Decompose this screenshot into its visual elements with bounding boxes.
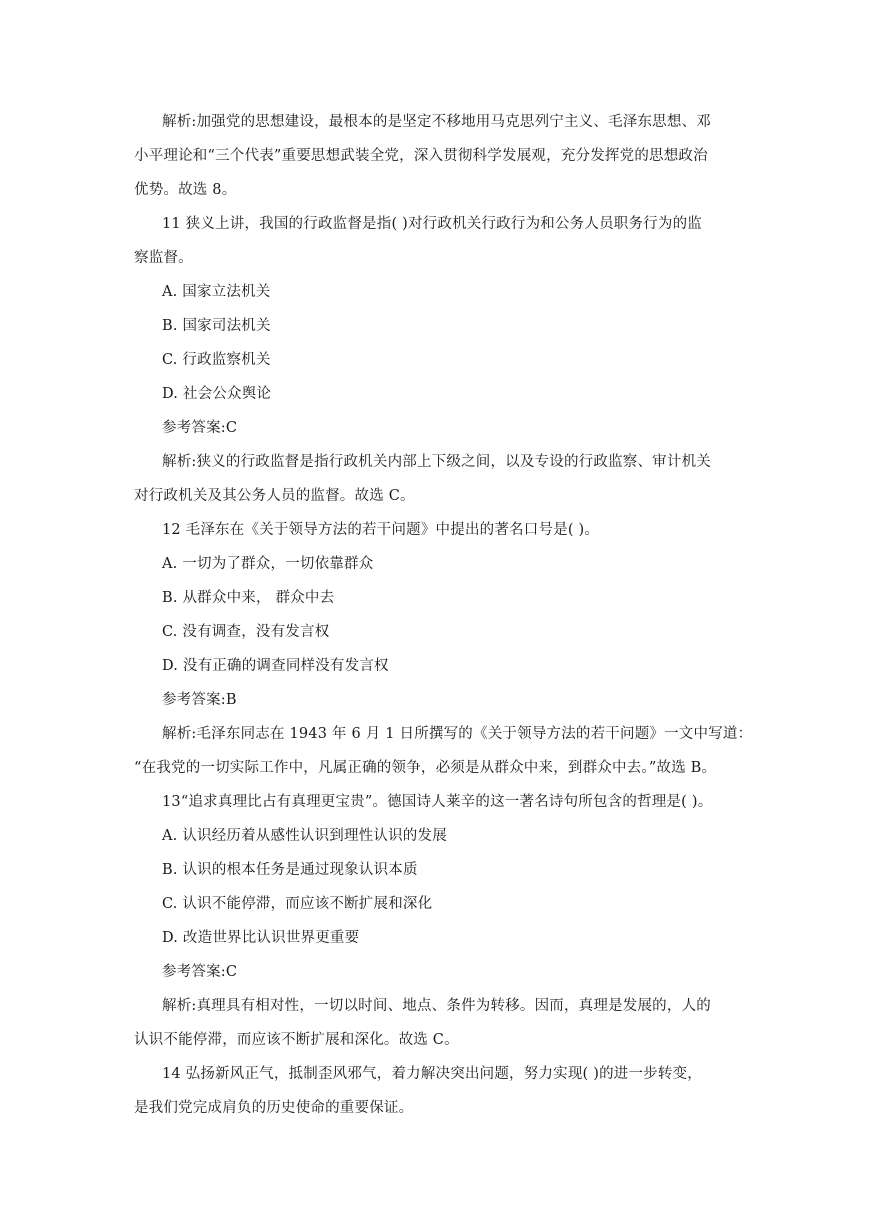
option-c: C. 认识不能停滞，而应该不断扩展和深化	[162, 896, 433, 912]
question-14: 14 弘扬新风正气，抵制歪风邪气，着力解决突出问题，努力实现( )的进一步转变，	[162, 1066, 702, 1082]
question-12: 12 毛泽东在《关于领导方法的若干问题》中提出的著名口号是( )。	[162, 522, 600, 538]
option-d: D. 社会公众舆论	[162, 386, 272, 402]
reference-answer: 参考答案:C	[162, 420, 238, 436]
option-c: C. 没有调查，没有发言权	[162, 624, 330, 640]
option-c: C. 行政监察机关	[162, 352, 271, 368]
reference-answer: 参考答案:C	[162, 964, 238, 980]
question-11: 11 狭义上讲，我国的行政监督是指( )对行政机关行政行为和公务人员职务行为的监	[162, 216, 702, 232]
option-a: A. 认识经历着从感性认识到理性认识的发展	[162, 828, 447, 844]
text-line: 小平理论和“三个代表”重要思想武装全党，深入贯彻科学发展观，充分发挥党的思想政治	[134, 148, 708, 164]
option-d: D. 改造世界比认识世界更重要	[162, 930, 360, 946]
text-line: 优势。故选 8。	[134, 182, 237, 198]
text-line: 解析:加强党的思想建设，最根本的是坚定不移地用马克思列宁主义、毛泽东思想、邓	[162, 114, 711, 130]
question-13: 13“追求真理比占有真理更宝贵”。德国诗人莱辛的这一著名诗句所包含的哲理是( )。	[162, 794, 713, 810]
text-line: 察监督。	[134, 250, 193, 266]
option-d: D. 没有正确的调查同样没有发言权	[162, 658, 389, 674]
option-b: B. 国家司法机关	[162, 318, 271, 334]
analysis: 解析:狭义的行政监督是指行政机关内部上下级之间，以及专设的行政监察、审计机关	[162, 454, 711, 470]
text-line: 是我们党完成肩负的历史使命的重要保证。	[134, 1100, 414, 1116]
reference-answer: 参考答案:B	[162, 692, 237, 708]
analysis: 解析:毛泽东同志在 1943 年 6 月 1 日所撰写的《关于领导方法的若干问题》一文中写道：	[162, 726, 753, 742]
text-line: 认识不能停滞，而应该不断扩展和深化。故选 C。	[134, 1032, 459, 1048]
text-line: “在我党的一切实际工作中，凡属正确的领争，必须是从群众中来，到群众中去。”故选 B。	[134, 760, 717, 776]
option-b: B. 从群众中来， 群众中去	[162, 590, 335, 606]
analysis: 解析:真理具有相对性，一切以时间、地点、条件为转移。因而，真理是发展的，人的	[162, 998, 711, 1014]
text-line: 对行政机关及其公务人员的监督。故选 C。	[134, 488, 415, 504]
option-b: B. 认识的根本任务是通过现象认识本质	[162, 862, 418, 878]
option-a: A. 国家立法机关	[162, 284, 271, 300]
option-a: A. 一切为了群众，一切依靠群众	[162, 556, 374, 572]
